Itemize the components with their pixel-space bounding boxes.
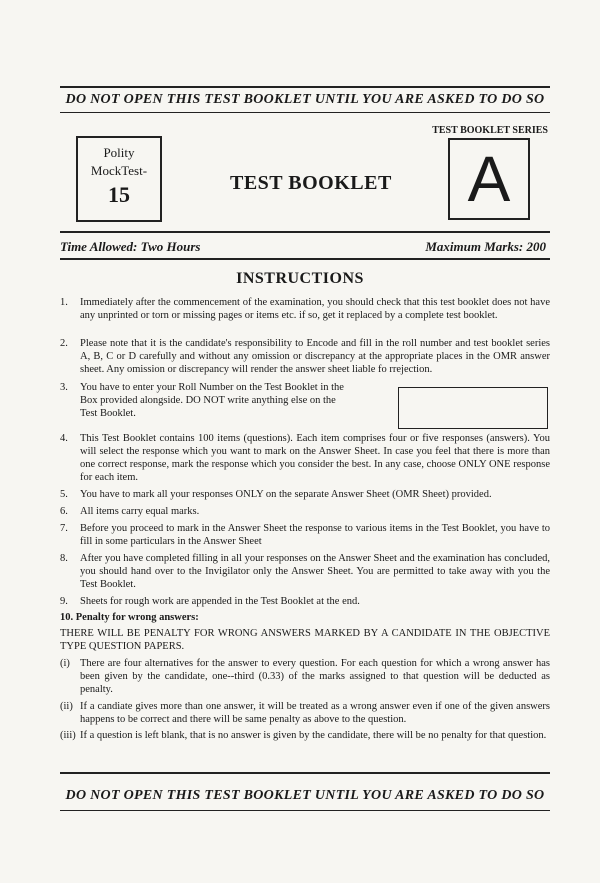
item-text: Sheets for rough work are appended in the Test Booklet at the end. (80, 596, 360, 607)
item-number: 7. (60, 523, 68, 534)
penalty-number: (i) (60, 658, 70, 669)
instruction-item (60, 595, 550, 608)
max-marks: Maximum Marks: 200 (425, 239, 546, 254)
item-number: 1. (60, 297, 68, 308)
series-letter: A (448, 138, 530, 220)
penalty-item (60, 729, 550, 742)
instruction-item (60, 337, 550, 376)
instruction-item (60, 488, 550, 501)
penalty-intro: THERE WILL BE PENALTY FOR WRONG ANSWERS MARKED BY A CANDIDATE IN THE OBJECTIVE TYPE QUESTION PAPERS. (60, 628, 550, 652)
item-text: Please note that it is the candidate's responsibility to Encode and fill in the roll number and test booklet series A, B, C or D carefully and without any omission or discrepancy at the appropriate places in the OMR answer sheet. Any omission or discrepancy will render the answer sheet liable fo rrejection. (80, 338, 550, 375)
item-text: This Test Booklet contains 100 items (questions). Each item comprises four or five responses (answers). You will select the response which you want to mark on the Answer Sheet. In case you feel that there is more than one correct response, mark the response which you consider the best. In any case, choose ONLY ONE response for each item. (80, 433, 550, 483)
instruction-item (60, 381, 350, 420)
item-number: 9. (60, 596, 68, 607)
item-number: 6. (60, 506, 68, 517)
header-banner: DO NOT OPEN THIS TEST BOOKLET UNTIL YOU ARE ASKED TO DO SO (65, 92, 545, 107)
item-number: 8. (60, 553, 68, 564)
roll-number-box[interactable] (398, 387, 548, 429)
item-number: 3. (60, 382, 68, 393)
penalty-item (60, 700, 550, 726)
penalty-number: (ii) (60, 701, 73, 712)
subject-number: 15 (108, 182, 130, 207)
instruction-item (60, 522, 550, 548)
instructions-title: INSTRUCTIONS (236, 270, 364, 287)
subject-name: Polity (103, 145, 135, 160)
penalty-text: There are four alternatives for the answer to every question. For each question for which a wrong answer has been given by the candidate, one--third (0.33) of the marks assigned to that question will be deducted as penalty. (80, 658, 550, 695)
item-text: You have to mark all your responses ONLY on the separate Answer Sheet (OMR Sheet) provided. (80, 489, 492, 500)
subject-mocktest: MockTest- (90, 163, 148, 178)
item-number: 4. (60, 433, 68, 444)
item-text: Immediately after the commencement of the examination, you should check that this test booklet does not have any unprinted or torn or missing pages or items etc. if so, get it replaced by a complete test booklet. (80, 297, 550, 321)
item-text: All items carry equal marks. (80, 506, 200, 517)
footer-banner: DO NOT OPEN THIS TEST BOOKLET UNTIL YOU ARE ASKED TO DO SO (65, 788, 545, 803)
item-number: 5. (60, 489, 68, 500)
series-label: TEST BOOKLET SERIES (432, 125, 548, 136)
instruction-item (60, 296, 550, 322)
instruction-item (60, 432, 550, 484)
meta-top-rule (60, 231, 550, 233)
meta-bottom-rule (60, 258, 550, 260)
instruction-item (60, 505, 550, 518)
subject-box (76, 136, 162, 222)
booklet-title: TEST BOOKLET (230, 172, 392, 194)
penalty-number: (iii) (60, 730, 76, 741)
instruction-item (60, 552, 550, 591)
item-text: Before you proceed to mark in the Answer Sheet the response to various items in the Test Booklet, you have to fill in some particulars in the Answer Sheet (80, 523, 550, 547)
time-allowed: Time Allowed: Two Hours (60, 239, 201, 254)
item-number: 2. (60, 338, 68, 349)
banner-underline (60, 112, 550, 113)
penalty-text: If a candiate gives more than one answer, it will be treated as a wrong answer even if one of the given answers happens to be correct and there will be same penalty as above to the question. (80, 701, 550, 725)
footer-top-rule (60, 772, 550, 774)
footer-bottom-rule (60, 810, 550, 811)
penalty-item (60, 657, 550, 696)
penalty-heading: 10. Penalty for wrong answers: (60, 612, 199, 623)
item-text: After you have completed filling in all your responses on the Answer Sheet and the examination has concluded, you should hand over to the Invigilator only the Answer Sheet. You are permitted to take away with you the Test Booklet. (80, 553, 550, 590)
item-text: You have to enter your Roll Number on the Test Booklet in the Box provided alongside. DO NOT write anything else on the Test Booklet. (80, 382, 344, 419)
penalty-text: If a question is left blank, that is no answer is given by the candidate, there will be no penalty for that question. (80, 730, 547, 741)
top-rule (60, 86, 550, 88)
